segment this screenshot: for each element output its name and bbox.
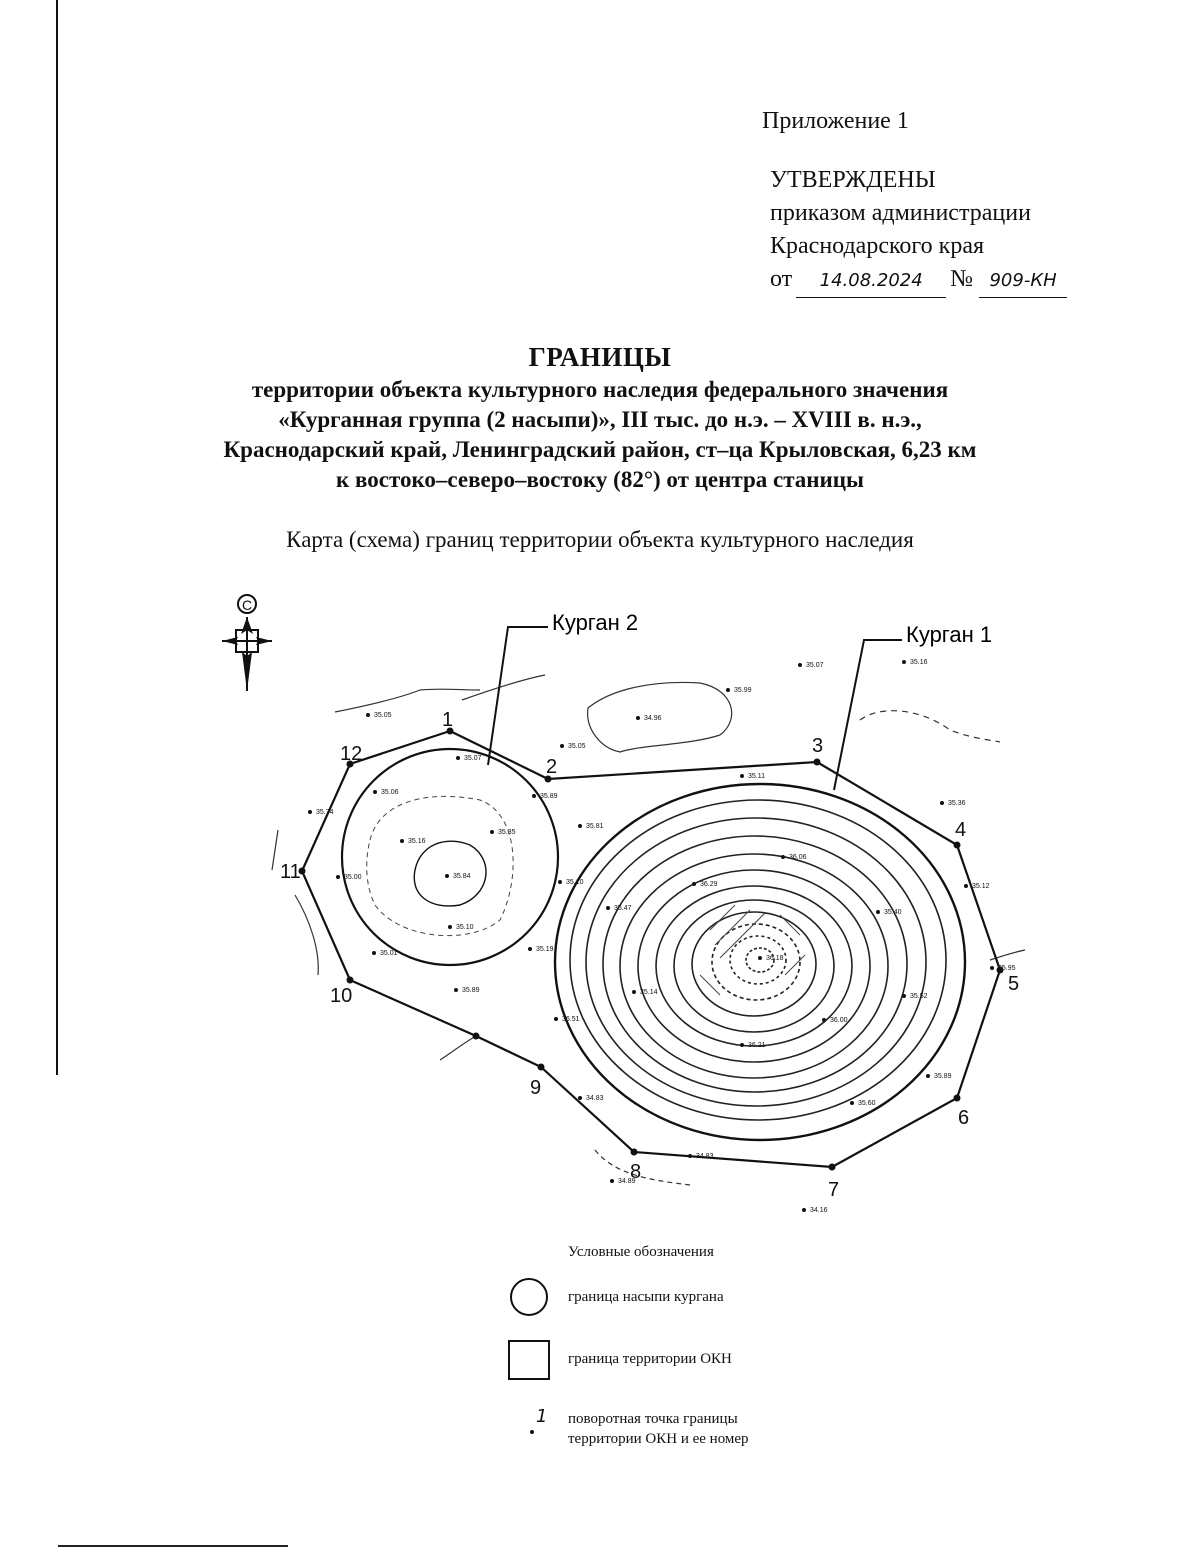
svg-text:34.89: 34.89 xyxy=(618,1178,636,1185)
elevation-mark xyxy=(902,993,928,1000)
elevation-mark xyxy=(373,789,399,796)
elevation-mark xyxy=(554,1016,580,1023)
elevation-mark xyxy=(558,879,584,886)
elevation-mark xyxy=(850,1100,876,1107)
map-subtitle: Карта (схема) границ территории объекта культурного наследия xyxy=(286,527,914,552)
point-label: 4 xyxy=(955,819,967,841)
svg-text:35.95: 35.95 xyxy=(998,965,1016,972)
point-label: 1 xyxy=(442,709,454,731)
elevation-mark xyxy=(308,809,334,816)
legend-territory-boundary: граница территории ОКН xyxy=(568,1351,732,1367)
svg-text:35.89: 35.89 xyxy=(540,793,558,800)
legend-turning-point-line1: поворотная точка границы xyxy=(568,1411,738,1427)
mound-boundary-legend-icon xyxy=(510,1278,548,1316)
elevation-mark xyxy=(636,715,662,722)
svg-text:35.16: 35.16 xyxy=(408,838,426,845)
appendix-label: Приложение 1 xyxy=(762,108,909,134)
elevation-mark xyxy=(578,823,604,830)
svg-text:35.35: 35.35 xyxy=(498,829,516,836)
point-label: 3 xyxy=(812,735,824,757)
elevation-mark xyxy=(822,1017,848,1024)
heading-line4: к востоко–северо–востоку (82°) от центра станицы xyxy=(335,467,865,492)
elevation-mark xyxy=(632,989,658,996)
svg-text:35.40: 35.40 xyxy=(884,909,902,916)
svg-text:35.11: 35.11 xyxy=(748,773,765,780)
elevation-mark xyxy=(372,950,398,957)
mound-1-contours xyxy=(570,800,946,1120)
elevation-mark xyxy=(726,687,752,694)
legend-turning-point-line2: территории ОКН и ее номер xyxy=(568,1431,749,1447)
svg-text:35.00: 35.00 xyxy=(344,874,362,881)
elevation-mark xyxy=(366,712,392,719)
point-label: 2 xyxy=(546,756,558,778)
elevation-mark xyxy=(964,883,990,890)
elevation-mark xyxy=(940,800,966,807)
svg-text:35.10: 35.10 xyxy=(456,924,474,931)
elevation-mark xyxy=(688,1153,714,1160)
elevation-mark xyxy=(532,793,558,800)
svg-text:35.84: 35.84 xyxy=(453,873,471,880)
elevation-mark xyxy=(740,1042,766,1049)
turning-point-legend-icon xyxy=(530,1430,534,1434)
from-label: от xyxy=(770,266,793,292)
footer-rule xyxy=(58,1545,288,1547)
svg-text:35.81: 35.81 xyxy=(586,823,604,830)
point-label: 8 xyxy=(630,1161,642,1183)
svg-text:35.19: 35.19 xyxy=(536,946,554,953)
elevation-mark xyxy=(560,743,586,750)
elevation-mark xyxy=(926,1073,952,1080)
svg-text:34.83: 34.83 xyxy=(586,1095,604,1102)
svg-text:35.12: 35.12 xyxy=(972,883,990,890)
point-label: 11 xyxy=(280,861,301,883)
heading-line1: территории объекта культурного наследия федерального значения xyxy=(251,377,949,402)
handwritten-date: 14.08.2024 xyxy=(796,264,946,298)
elevation-mark xyxy=(490,829,516,836)
elevation-mark xyxy=(802,1207,828,1214)
svg-text:35.01: 35.01 xyxy=(380,950,398,957)
svg-text:35.05: 35.05 xyxy=(374,712,392,719)
elevation-mark xyxy=(990,965,1016,972)
svg-text:35.16: 35.16 xyxy=(910,659,928,666)
mound-1-hatching xyxy=(700,905,805,995)
svg-text:35.74: 35.74 xyxy=(316,809,334,816)
number-label: № xyxy=(950,266,974,292)
approval-order-line1: приказом администрации xyxy=(770,200,1031,226)
elevation-mark xyxy=(781,854,807,861)
point-label: 12 xyxy=(340,743,363,765)
north-arrow-icon xyxy=(222,595,272,691)
svg-text:35.07: 35.07 xyxy=(464,755,482,762)
svg-text:35.06: 35.06 xyxy=(381,789,399,796)
elevation-mark xyxy=(798,662,824,669)
mound-1-boundary xyxy=(555,784,965,1140)
elevation-mark xyxy=(902,659,928,666)
svg-text:36.21: 36.21 xyxy=(748,1042,766,1049)
point-label: 5 xyxy=(1008,973,1020,995)
svg-text:36.00: 36.00 xyxy=(830,1017,848,1024)
svg-text:35.47: 35.47 xyxy=(614,905,632,912)
elevation-mark xyxy=(610,1178,636,1185)
svg-text:34.96: 34.96 xyxy=(644,715,662,722)
territory-boundary-legend-icon xyxy=(508,1340,550,1380)
svg-text:36.51: 36.51 xyxy=(562,1016,580,1023)
heading-line3: Краснодарский край, Ленинградский район, ст–ца Крыловская, 6,23 км xyxy=(223,437,977,462)
elevation-mark xyxy=(740,773,765,780)
point-label: 6 xyxy=(958,1107,970,1129)
heading-main: ГРАНИЦЫ xyxy=(528,342,672,372)
svg-text:35.07: 35.07 xyxy=(806,662,824,669)
legend-mound-boundary: граница насыпи кургана xyxy=(568,1289,724,1305)
svg-text:34.83: 34.83 xyxy=(696,1153,714,1160)
approved-heading: УТВЕРЖДЕНЫ xyxy=(770,167,936,193)
mound-2-boundary xyxy=(342,749,558,965)
svg-text:35.14: 35.14 xyxy=(640,989,658,996)
heading-line2: «Курганная группа (2 насыпи)», III тыс. до н.э. – XVIII в. н.э., xyxy=(278,407,922,432)
elevation-mark xyxy=(400,838,426,845)
handwritten-number: 909-КН xyxy=(979,264,1067,298)
elevation-mark xyxy=(528,946,554,953)
legend-title: Условные обозначения xyxy=(568,1244,714,1260)
elevation-mark xyxy=(578,1095,604,1102)
svg-text:35.52: 35.52 xyxy=(910,993,928,1000)
svg-text:35.99: 35.99 xyxy=(734,687,752,694)
elevation-mark xyxy=(876,909,902,916)
elevation-mark xyxy=(336,874,362,881)
svg-text:35.05: 35.05 xyxy=(568,743,586,750)
svg-text:35.10: 35.10 xyxy=(566,879,584,886)
svg-text:35.89: 35.89 xyxy=(934,1073,952,1080)
elevation-mark xyxy=(456,755,482,762)
territory-boundary xyxy=(302,731,1000,1167)
svg-text:36.29: 36.29 xyxy=(700,881,718,888)
north-label: С xyxy=(241,597,253,613)
svg-text:34.16: 34.16 xyxy=(810,1207,828,1214)
elevation-mark xyxy=(454,987,480,994)
svg-text:35.36: 35.36 xyxy=(948,800,966,807)
elevation-mark xyxy=(758,955,784,962)
point-label: 7 xyxy=(828,1179,840,1201)
turning-points xyxy=(299,728,1004,1171)
point-label: 10 xyxy=(330,985,353,1007)
elevation-mark xyxy=(606,905,632,912)
mound-2-label: Курган 2 xyxy=(552,610,639,635)
point-label: 9 xyxy=(530,1077,542,1099)
turning-point-legend-number: 1 xyxy=(536,1406,548,1427)
approval-order-line2: Краснодарского края xyxy=(770,233,985,259)
elevation-mark xyxy=(448,924,474,931)
svg-text:35.60: 35.60 xyxy=(858,1100,876,1107)
svg-text:36.06: 36.06 xyxy=(789,854,807,861)
elevation-mark xyxy=(445,873,471,880)
svg-text:36.18: 36.18 xyxy=(766,955,784,962)
mound-1-label: Курган 1 xyxy=(906,622,993,647)
svg-text:35.89: 35.89 xyxy=(462,987,480,994)
